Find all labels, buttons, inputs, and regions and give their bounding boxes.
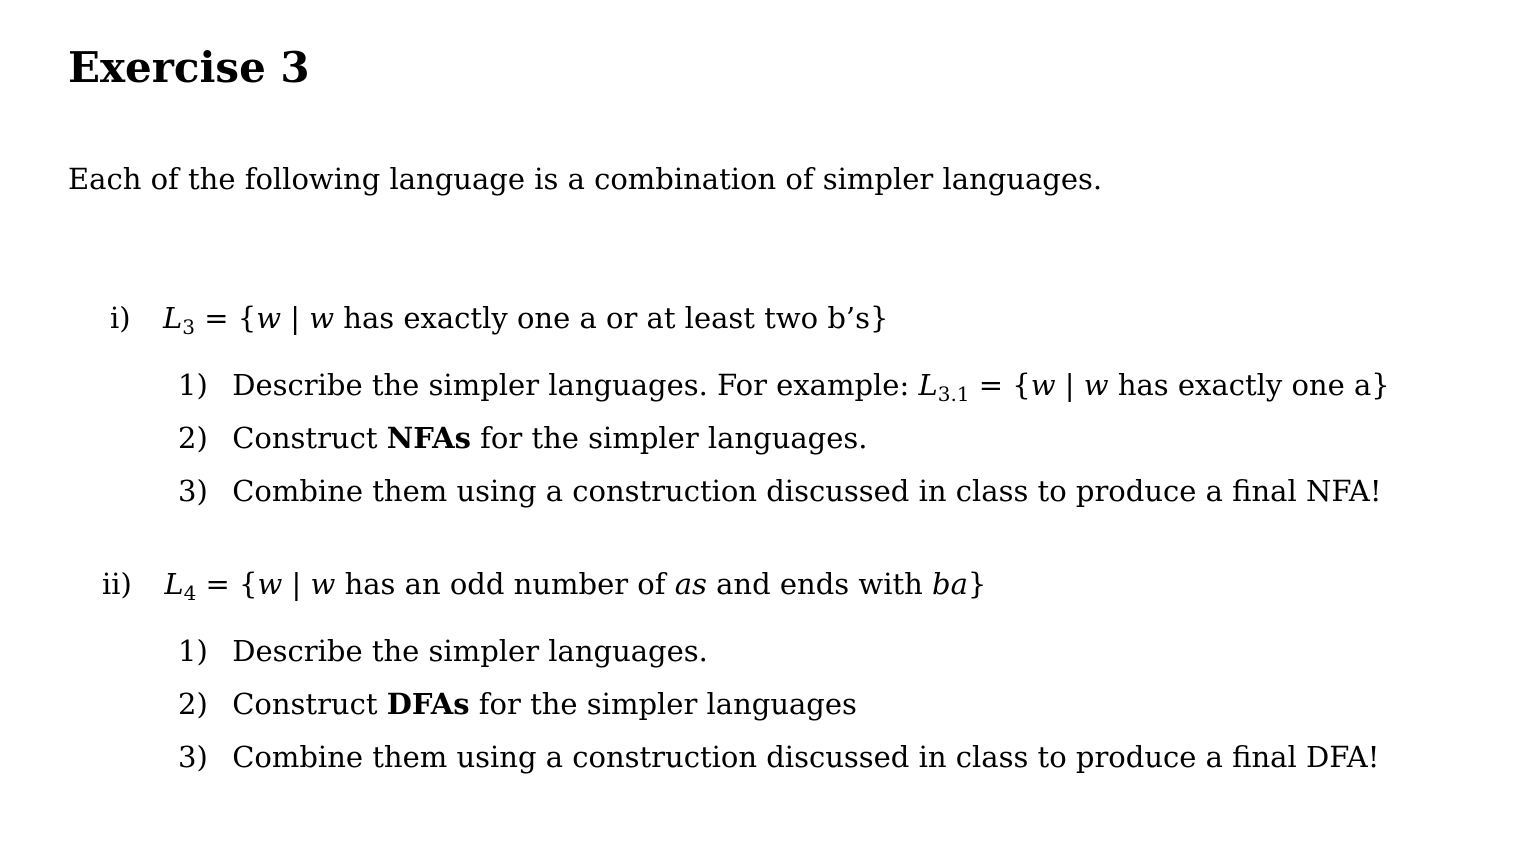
variable-w: w: [309, 301, 335, 335]
language-symbol: L: [164, 567, 184, 601]
example-set-open: = {: [969, 368, 1031, 402]
variable-as: as: [674, 567, 707, 601]
step-text-pre: Construct: [232, 421, 387, 455]
set-bar: |: [281, 301, 310, 335]
part-i-step-2: [178, 420, 868, 456]
variable-w: w: [257, 567, 283, 601]
part-i-definition: [110, 300, 888, 345]
language-subscript: 4: [183, 581, 197, 605]
set-bar: |: [282, 567, 311, 601]
step-text: Describe the simpler languages.: [232, 634, 708, 668]
step-text-bold: DFAs: [386, 687, 470, 721]
language-subscript: 3: [182, 315, 196, 339]
part-ii-definition: [102, 566, 986, 611]
part-ii-step-3: [178, 739, 1379, 775]
step-number: 2): [178, 421, 208, 455]
variable-w: w: [310, 567, 336, 601]
part-ii-step-2: [178, 686, 857, 722]
step-number: 2): [178, 687, 208, 721]
step-text-bold: NFAs: [386, 421, 471, 455]
part-ii-step-1: [178, 633, 708, 669]
part-i-step-3: [178, 473, 1382, 509]
set-open: = {: [205, 567, 258, 601]
set-open: = {: [204, 301, 257, 335]
variable-ba: ba: [932, 567, 968, 601]
step-number: 1): [178, 368, 208, 402]
variable-w: w: [1030, 368, 1056, 402]
step-text: Combine them using a construction discussed in class to produce a final NFA!: [232, 474, 1382, 508]
example-set-bar: |: [1055, 368, 1084, 402]
step-number: 3): [178, 740, 208, 774]
variable-w: w: [256, 301, 282, 335]
step-text: Describe the simpler languages. For example:: [232, 368, 919, 402]
step-number: 3): [178, 474, 208, 508]
variable-w: w: [1083, 368, 1109, 402]
step-text-pre: Construct: [232, 687, 387, 721]
example-language-symbol: L: [918, 368, 938, 402]
language-description: has exactly one a or at least two b’s}: [334, 301, 889, 335]
step-text-post: for the simpler languages.: [470, 421, 868, 455]
language-symbol: L: [163, 301, 183, 335]
step-text: Combine them using a construction discussed in class to produce a final DFA!: [232, 740, 1380, 774]
example-set-rest: has exactly one a}: [1108, 368, 1390, 402]
set-close: }: [967, 567, 987, 601]
step-text-post: for the simpler languages: [469, 687, 857, 721]
part-i-step-1: [178, 367, 1390, 412]
step-number: 1): [178, 634, 208, 668]
language-description: and ends with: [706, 567, 933, 601]
intro-paragraph: Each of the following language is a combination of simpler languages.: [68, 162, 1103, 196]
example-language-subscript: 3.1: [937, 382, 970, 406]
part-ii-label: ii): [102, 567, 132, 601]
exercise-title: Exercise 3: [68, 43, 310, 92]
part-i-label: i): [110, 301, 131, 335]
language-description: has an odd number of: [335, 567, 675, 601]
